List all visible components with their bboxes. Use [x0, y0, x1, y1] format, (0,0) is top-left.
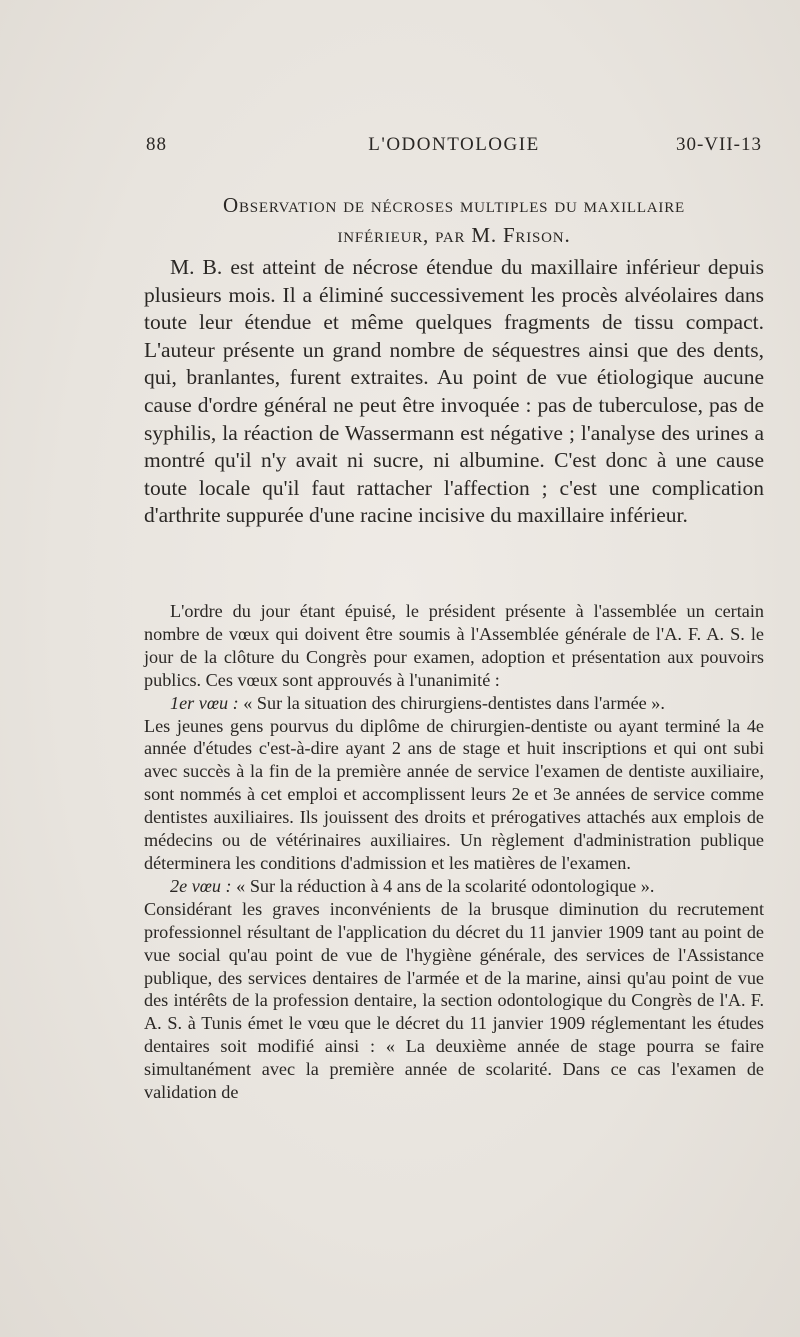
running-header	[146, 134, 762, 160]
voeu-2-heading	[144, 875, 764, 898]
article-title	[144, 190, 764, 250]
article-title-line-1: Observation de nécroses multiples du maxillaire	[222, 193, 685, 217]
article-title-line-2: inférieur, par M. Frison.	[337, 223, 571, 247]
observation-body	[144, 254, 764, 530]
voeu-2-text: Considérant les graves inconvénients de la brusque diminution du recrutement professionnel résultant de l'application du décret du 11 janvier 1909 tant au point de vue social qu'au point de vue de l'hygiène générale, des services de l'Assistance publique, des services dentaires de l'armée et de la marine, ainsi qu'au point de vue des intérêts de la profession dentaire, la section odontologique du Congrès de l'A. F. A. S. à Tunis émet le vœu que le décret du 11 janvier 1909 réglementant les études dentaires soit modifié ainsi : « La deuxième année de stage pourra se faire simultanément avec la première année de scolarité. Dans ce cas l'examen de validation de	[144, 898, 764, 1103]
issue-date: 30-VII-13	[675, 134, 762, 155]
voeu-2-label: 2e vœu :	[170, 875, 232, 896]
proceedings-intro: L'ordre du jour étant épuisé, le président présente à l'assemblée un certain nombre de vœux qui doivent être soumis à l'Assemblée générale de l'A. F. A. S. le jour de la clôture du Congrès pour examen, adoption et présentation aux pouvoirs publics. Ces vœux sont approuvés à l'unanimité :	[144, 601, 764, 690]
observation-paragraph: M. B. est atteint de nécrose étendue du maxillaire inférieur depuis plusieurs mois. Il a éliminé successivement les procès alvéolaires dans toute leur étendue et même quelques fragments de tissu compact. L'auteur présente un grand nombre de séquestres ainsi que des dents, qui, branlantes, furent extraites. Au point de vue étiologique aucune cause d'ordre général ne peut être invoquée : pas de tuberculose, pas de syphilis, la réaction de Wassermann est négative ; l'analyse des urines a montré qu'il n'y avait ni sucre, ni albumine. C'est donc à une cause toute locale qu'il faut rattacher l'affection ; c'est une complication d'arthrite suppurée d'une racine incisive du maxillaire inférieur.	[144, 255, 764, 528]
page-number: 88	[146, 134, 167, 155]
voeu-1-label: 1er vœu :	[170, 692, 239, 713]
voeu-1-title: « Sur la situation des chirurgiens-dentistes dans l'armée ».	[243, 692, 665, 713]
journal-title: L'ODONTOLOGIE	[368, 134, 540, 155]
voeu-1-text: Les jeunes gens pourvus du diplôme de chirurgien-dentiste ou ayant terminé la 4e année d'études c'est-à-dire ayant 2 ans de stage et huit inscriptions et qui ont subi avec succès à la fin de la première année de service l'examen de dentiste auxiliaire, sont nommés à cet emploi et accomplissent leurs 2e et 3e années de service comme dentistes auxiliaires. Ils jouissent des droits et prérogatives attachés aux emplois de médecins ou de vétérinaires auxiliaires. Un règlement d'administration publique déterminera les conditions d'admission et les matières de l'examen.	[144, 715, 764, 873]
proceedings-body	[144, 600, 764, 1104]
voeu-2-title: « Sur la réduction à 4 ans de la scolarité odontologique ».	[236, 875, 655, 896]
voeu-1-heading	[144, 692, 764, 715]
